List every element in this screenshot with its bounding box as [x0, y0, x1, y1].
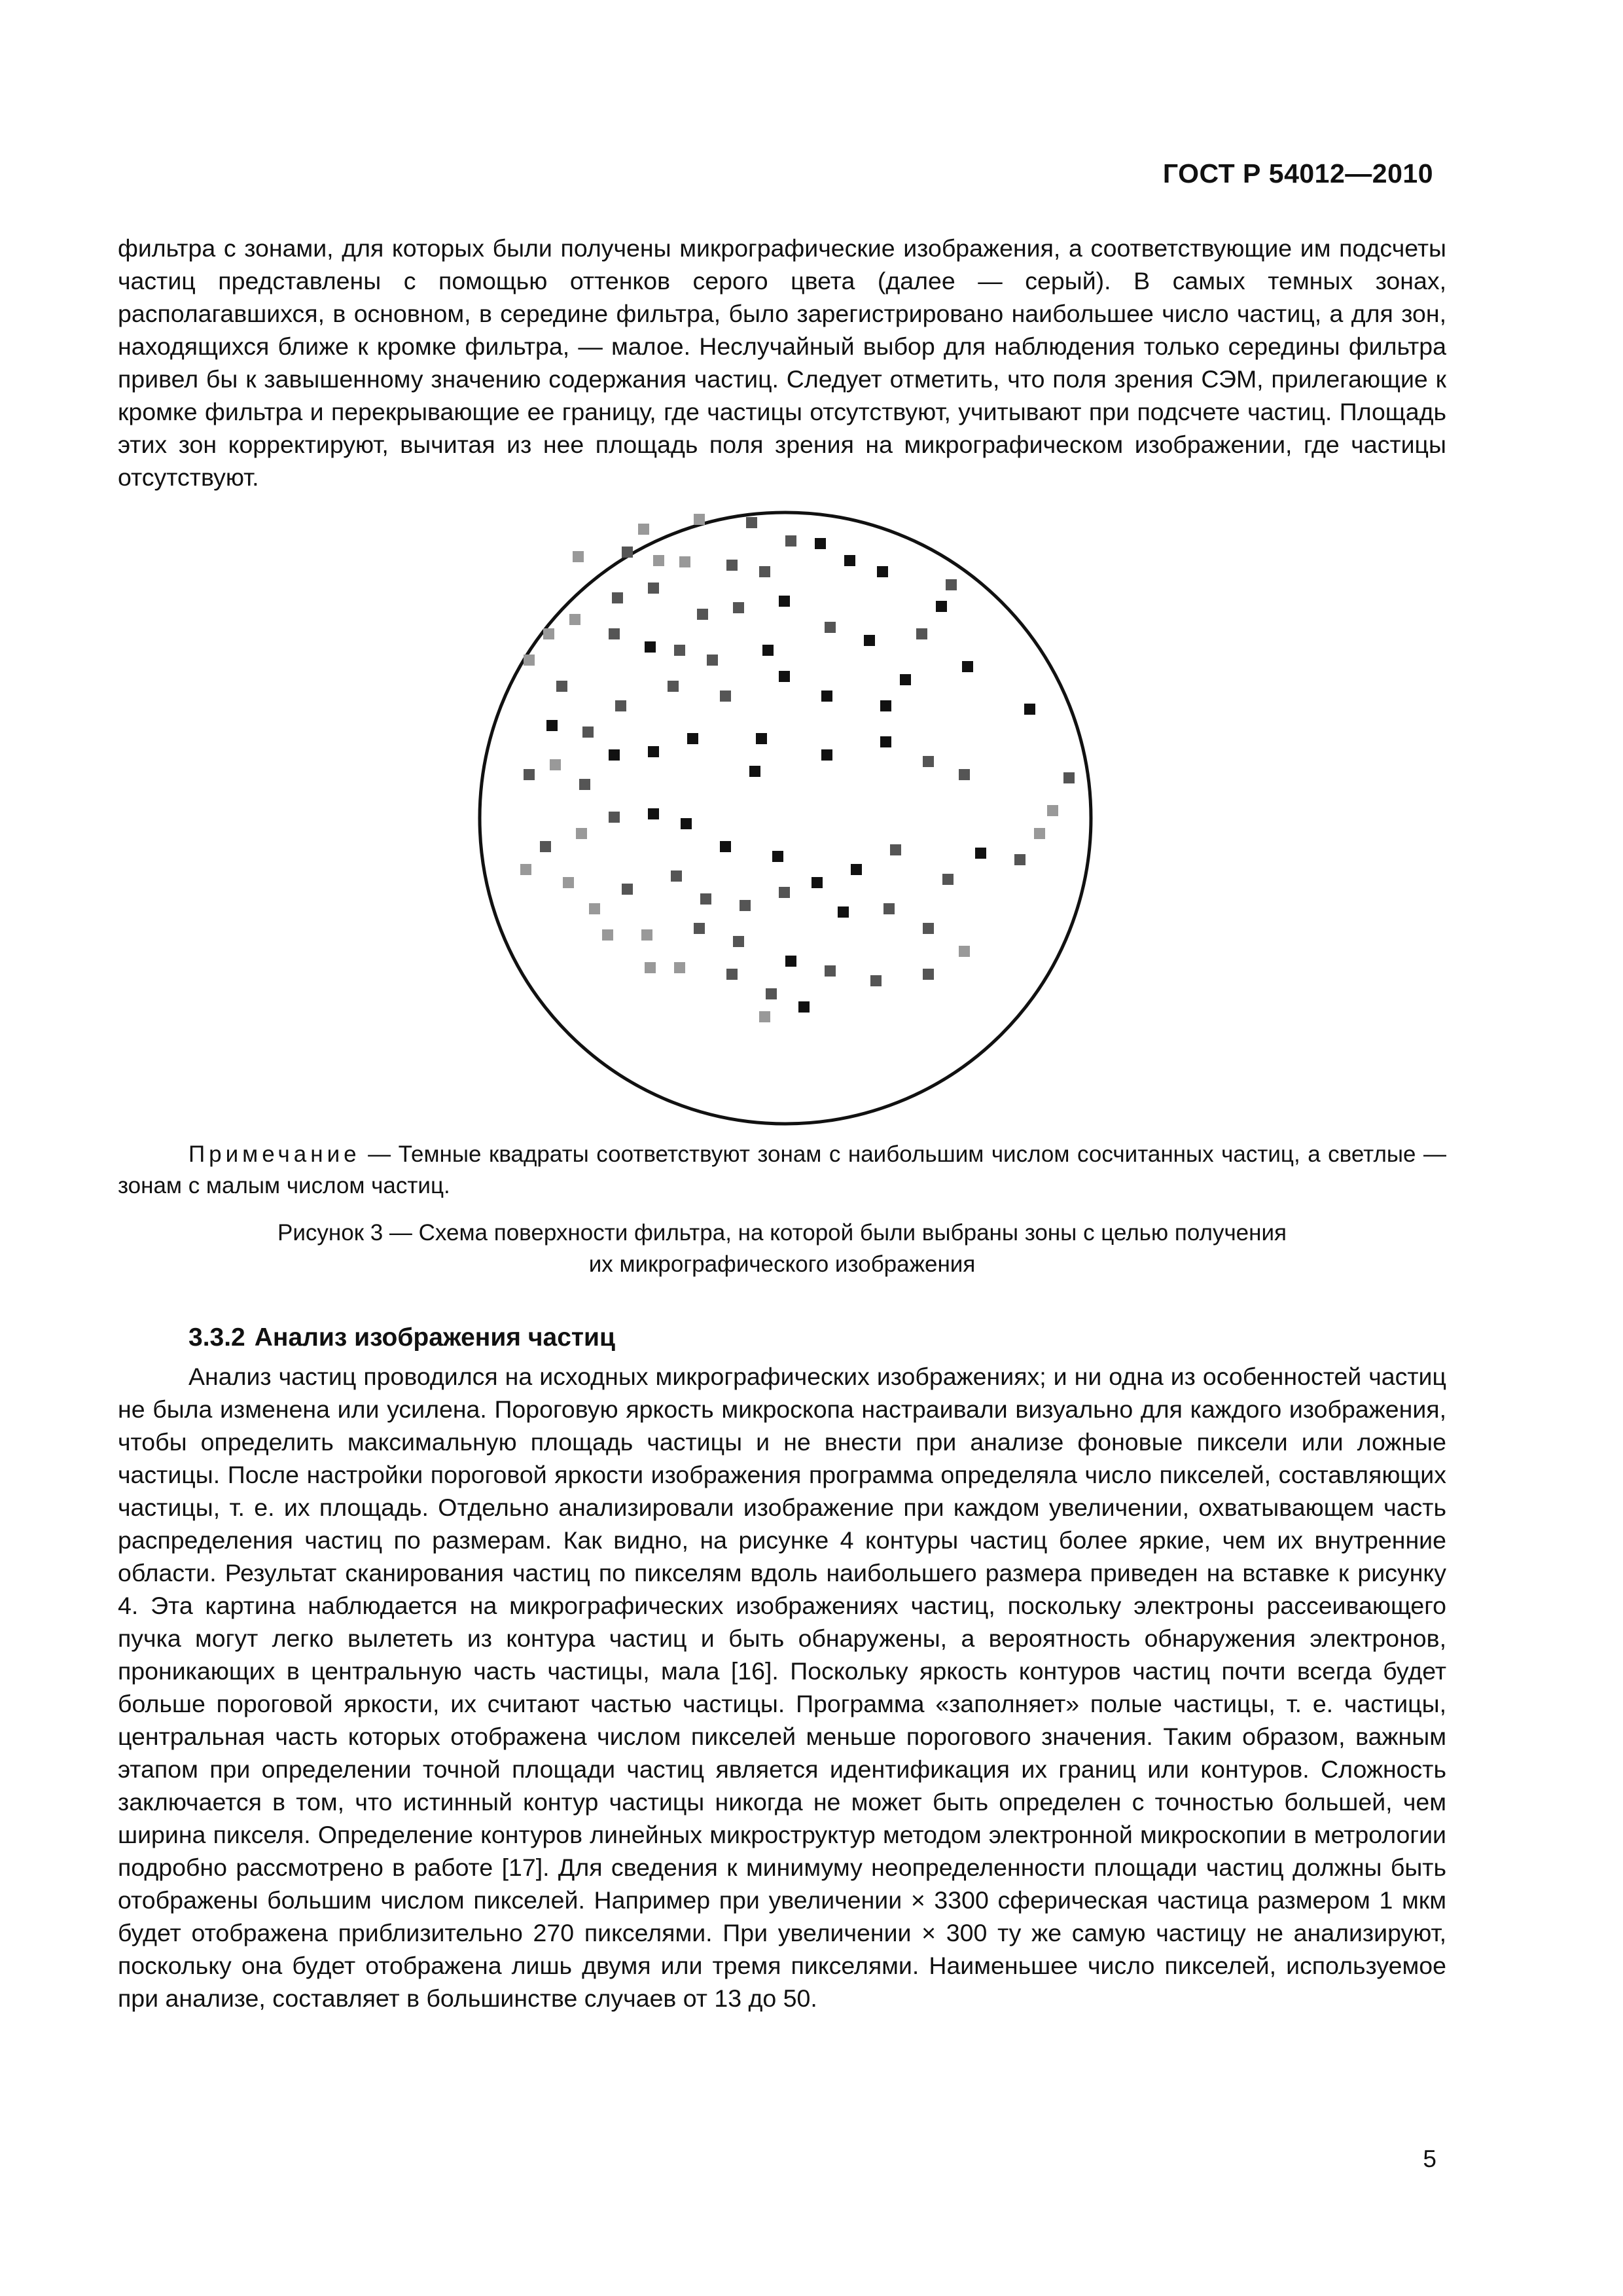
- zone-square: [540, 841, 551, 852]
- zone-square: [740, 900, 751, 911]
- zone-square: [946, 579, 957, 590]
- zone-square: [645, 962, 656, 973]
- zone-square: [766, 988, 777, 999]
- zone-square: [653, 555, 664, 566]
- zone-square: [936, 601, 947, 612]
- zone-square: [762, 645, 774, 656]
- zone-square: [602, 929, 613, 941]
- zone-square: [756, 733, 767, 744]
- section-body: Анализ частиц проводился на исходных микрографических изображениях; и ни одна из особенностей частиц не была изменена или усилена. Пороговую яркость микроскопа настраивали визуально для каждого изображения, чтобы определить максимальную площадь частицы и не внести при анализе фоновые пиксели или ложные частицы. После настройки пороговой яркости изображения программа определяла число пикселей, составляющих частицы, т. е. их площадь. Отдельно анализировали изображение при каждом увеличении, охватывающем часть распределения частиц по размерам. Как видно, на рисунке 4 контуры частиц более яркие, чем их внутренние области. Результат сканирования частиц по пикселям вдоль наибольшего размера приведен на вставке к рисунку 4. Эта картина наблюдается на микрографических изображениях частиц, поскольку электроны рассеивающего пучка могут легко вылететь из контура частиц и быть обнаружены, а вероятность обнаружения электронов, проникающих в центральную часть частицы, мала [16]. Поскольку яркость контуров частиц почти всегда будет больше пороговой яркости, их считают частью частицы. Программа «заполняет» полые частицы, т. е. частицы, центральная часть которых отображена числом пикселей меньше порогового значения. Таким образом, важным этапом при определении точной площади частиц является идентификация их границ или контуров. Сложность заключается в том, что истинный контур частицы никогда не может быть определен с точностью большей, чем ширина пикселя. Определение контуров линейных микроструктур методом электронной микроскопии в метрологии подробно рассмотрено в работе [17]. Для сведения к минимуму неопределенности площади частиц должны быть отображены большим числом пикселей. Например при увеличении × 3300 сферическая частица размером 1 мкм будет отображена приблизительно 270 пикселями. При увеличении × 300 ту же самую частицу не анализируют, поскольку она будет отображена лишь двумя или тремя пикселями. Наименьшее число пикселей, используемое при анализе, составляет в большинстве случаев от 13 до 50.: [118, 1363, 1446, 2012]
- figure-note: [118, 1139, 1446, 1202]
- filter-svg: [471, 504, 1099, 1132]
- zone-square: [573, 551, 584, 562]
- zone-square: [648, 583, 659, 594]
- zone-square: [726, 560, 738, 571]
- zone-squares: [520, 514, 1075, 1022]
- zone-square: [524, 655, 535, 666]
- zone-square: [759, 1011, 770, 1022]
- zone-square: [707, 655, 718, 666]
- zone-square: [1014, 854, 1026, 865]
- zone-square: [648, 808, 659, 819]
- zone-square: [622, 884, 633, 895]
- zone-square: [883, 903, 895, 914]
- zone-square: [844, 555, 855, 566]
- zone-square: [1047, 805, 1058, 816]
- figure-caption: [118, 1217, 1446, 1280]
- zone-square: [870, 975, 882, 986]
- zone-square: [890, 844, 901, 855]
- zone-square: [543, 628, 554, 639]
- zone-square: [697, 609, 708, 620]
- zone-square: [556, 681, 567, 692]
- zone-square: [579, 779, 590, 790]
- zone-square: [681, 818, 692, 829]
- zone-square: [923, 756, 934, 767]
- zone-square: [959, 769, 970, 780]
- zone-square: [674, 645, 685, 656]
- zone-square: [1034, 828, 1045, 839]
- zone-square: [609, 628, 620, 639]
- zone-square: [694, 923, 705, 934]
- zone-square: [772, 851, 783, 862]
- zone-square: [687, 733, 698, 744]
- zone-square: [700, 893, 711, 905]
- zone-square: [641, 929, 652, 941]
- page-number: 5: [1423, 2145, 1436, 2172]
- zone-square: [798, 1001, 810, 1013]
- zone-square: [785, 535, 796, 547]
- zone-square: [576, 828, 587, 839]
- note-label: Примечание: [188, 1141, 361, 1167]
- zone-square: [550, 759, 561, 770]
- caption-line-1: Рисунок 3 — Схема поверхности фильтра, на которой были выбраны зоны с целью получения: [277, 1220, 1287, 1246]
- zone-square: [785, 956, 796, 967]
- section-title: Анализ изображения частиц: [254, 1323, 615, 1352]
- note-text: — Темные квадраты соответствуют зонам с наибольшим числом сосчитанных частиц, а светлые — зонам с малым числом частиц.: [118, 1141, 1446, 1198]
- zone-square: [815, 538, 826, 549]
- zone-square: [694, 514, 705, 525]
- zone-square: [923, 969, 934, 980]
- zone-square: [679, 556, 690, 567]
- zone-square: [779, 596, 790, 607]
- zone-square: [812, 877, 823, 888]
- zone-square: [838, 906, 849, 918]
- zone-square: [942, 874, 954, 885]
- section-number: 3.3.2: [188, 1323, 245, 1352]
- zone-square: [615, 700, 626, 711]
- zone-square: [821, 691, 832, 702]
- zone-square: [733, 936, 744, 947]
- zone-square: [851, 864, 862, 875]
- zone-square: [759, 566, 770, 577]
- zone-square: [821, 749, 832, 761]
- zone-square: [612, 592, 623, 603]
- zone-square: [1063, 772, 1075, 783]
- zone-square: [674, 962, 685, 973]
- zone-square: [746, 517, 757, 528]
- zone-square: [582, 726, 594, 738]
- zone-square: [645, 641, 656, 653]
- zone-square: [668, 681, 679, 692]
- zone-square: [589, 903, 600, 914]
- zone-square: [825, 965, 836, 977]
- zone-square: [923, 923, 934, 934]
- zone-square: [622, 547, 633, 558]
- zone-square: [916, 628, 927, 639]
- zone-square: [825, 622, 836, 633]
- zone-square: [671, 870, 682, 882]
- zone-square: [720, 841, 731, 852]
- zone-square: [524, 769, 535, 780]
- zone-square: [959, 946, 970, 957]
- zone-square: [962, 661, 973, 672]
- zone-square: [569, 614, 580, 625]
- zone-square: [900, 674, 911, 685]
- zone-square: [520, 864, 531, 875]
- zone-square: [749, 766, 760, 777]
- zone-square: [779, 671, 790, 682]
- zone-square: [864, 635, 875, 646]
- zone-square: [1024, 704, 1035, 715]
- zone-square: [779, 887, 790, 898]
- zone-square: [733, 602, 744, 613]
- zone-square: [877, 566, 888, 577]
- zone-square: [880, 736, 891, 747]
- zone-square: [609, 812, 620, 823]
- zone-square: [638, 524, 649, 535]
- zone-square: [609, 749, 620, 761]
- zone-square: [546, 720, 558, 731]
- caption-line-2: их микрографического изображения: [588, 1251, 976, 1277]
- intro-paragraph: фильтра с зонами, для которых были получены микрографические изображения, а соответствующие им подсчеты частиц представлены с помощью оттенков серого цвета (далее — серый). В самых темных зонах, располагавшихся, в основном, в середине фильтра, было зарегистрировано наибольшее число частиц, а для зон, находящихся ближе к кромке фильтра, — малое. Неслучайный выбор для наблюдения только середины фильтра привел бы к завышенному значению содержания частиц. Следует отметить, что поля зрения СЭМ, прилегающие к кромке фильтра и перекрывающие ее границу, где частицы отсутствуют, учитывают при подсчете частиц. Площадь этих зон корректируют, вычитая из нее площадь поля зрения на микрографическом изображении, где частицы отсутствуют.: [118, 234, 1446, 491]
- document-header: ГОСТ Р 54012—2010: [1162, 158, 1433, 188]
- filter-surface-diagram: [471, 504, 1099, 1132]
- zone-square: [880, 700, 891, 711]
- section-heading: [188, 1323, 615, 1352]
- zone-square: [726, 969, 738, 980]
- zone-square: [563, 877, 574, 888]
- zone-square: [648, 746, 659, 757]
- zone-square: [975, 848, 986, 859]
- zone-square: [720, 691, 731, 702]
